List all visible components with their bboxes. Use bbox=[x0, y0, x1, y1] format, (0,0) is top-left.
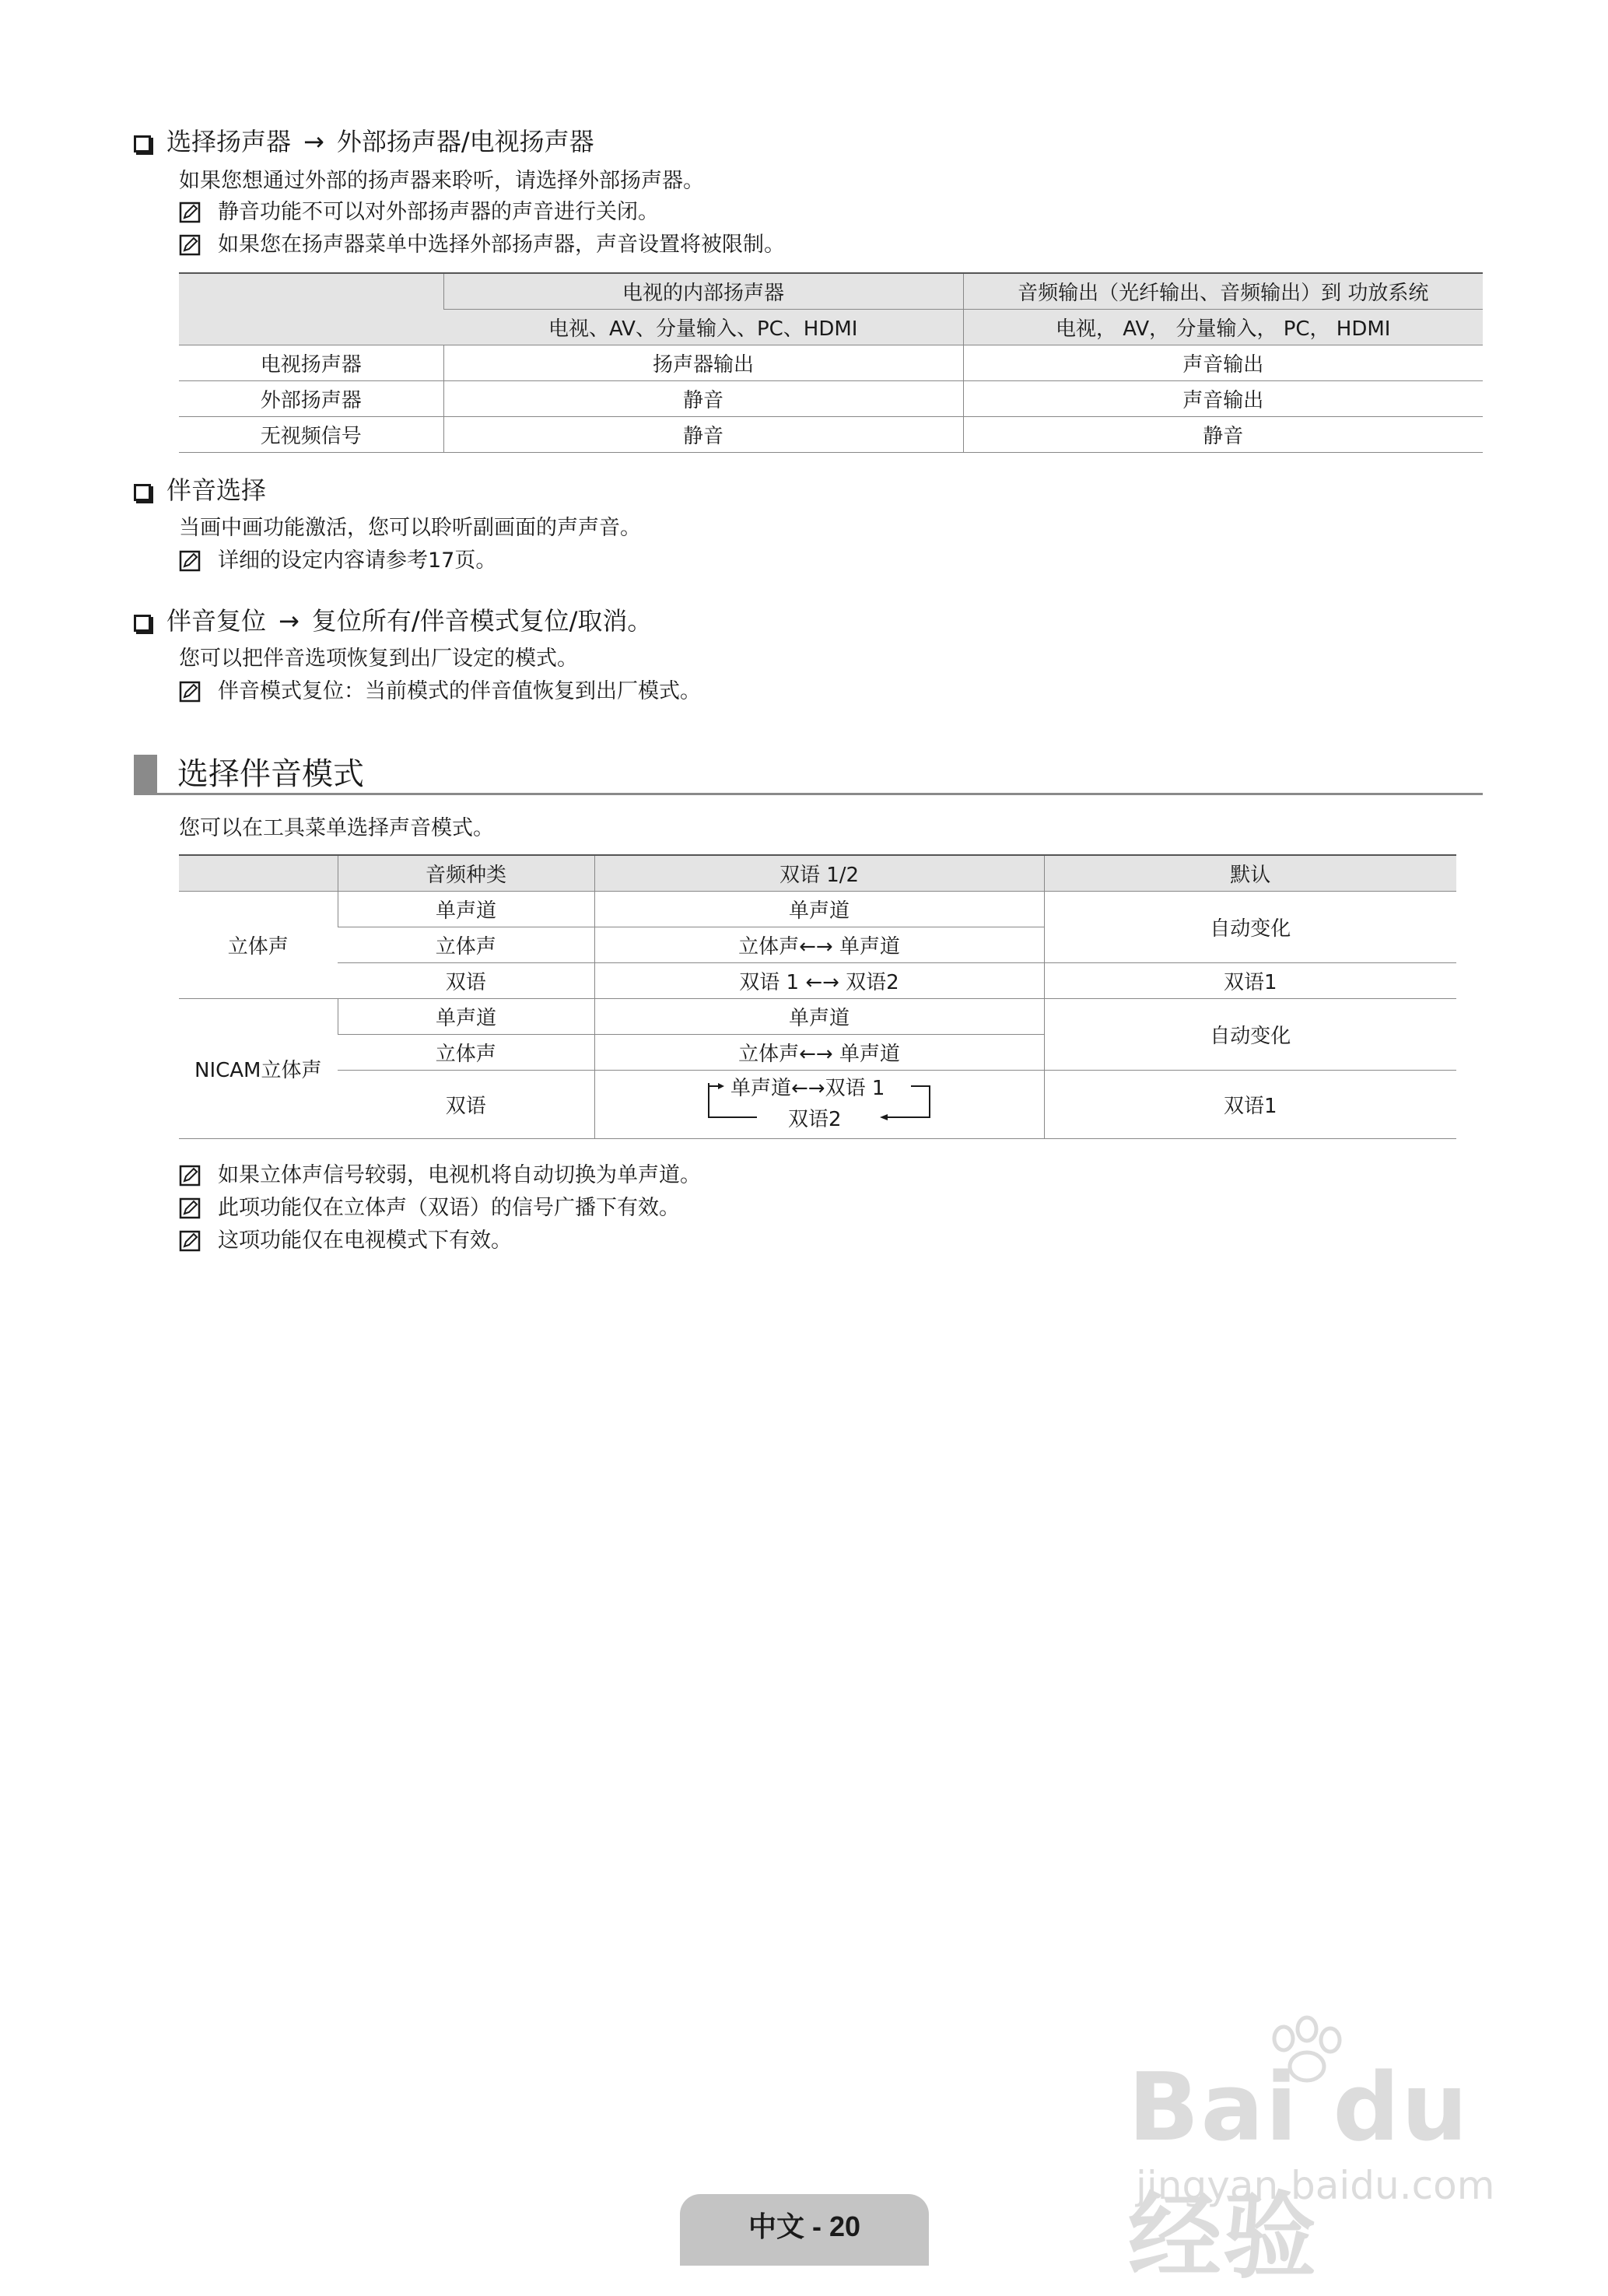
cell-value: 声音输出 bbox=[963, 380, 1483, 416]
group-label: 立体声 bbox=[179, 891, 338, 998]
cell-value: 扬声器输出 bbox=[443, 345, 963, 380]
table-header: 音频输出（光纤输出、音频输出）到 功放系统 bbox=[963, 273, 1483, 309]
row-label: 外部扬声器 bbox=[179, 380, 443, 416]
cell-value: 单声道 bbox=[338, 998, 594, 1034]
note-item: 详细的设定内容请参考17页。 bbox=[179, 548, 496, 574]
table-corner-cell bbox=[179, 273, 443, 345]
cycle-cell bbox=[594, 1070, 1044, 1138]
baidu-watermark bbox=[1128, 2015, 1533, 2291]
table-row bbox=[179, 380, 1483, 416]
row-label: 无视频信号 bbox=[179, 416, 443, 452]
cell-value: 双语 bbox=[338, 1070, 594, 1138]
cell-value: 双语 1 ←→ 双语2 bbox=[594, 962, 1044, 998]
section-select-speaker-desc: 如果您想通过外部的扬声器来聆听，请选择外部扬声器。 bbox=[179, 169, 704, 193]
cell-value: 静音 bbox=[443, 416, 963, 452]
table-row bbox=[179, 998, 1456, 1034]
cell-value: 双语 bbox=[338, 962, 594, 998]
table-header: 默认 bbox=[1044, 855, 1456, 891]
speaker-output-table bbox=[179, 272, 1483, 453]
group-label: NICAM立体声 bbox=[179, 998, 338, 1138]
note-item: 此项功能仅在立体声（双语）的信号广播下有效。 bbox=[179, 1195, 680, 1222]
checkbox-bullet-icon bbox=[134, 484, 151, 501]
note-pencil-icon bbox=[179, 550, 201, 572]
section-mode-desc: 您可以在工具菜单选择声音模式。 bbox=[179, 816, 494, 840]
table-subheader: 电视、AV、分量输入、PC、HDMI bbox=[443, 309, 963, 345]
note-item: 如果立体声信号较弱，电视机将自动切换为单声道。 bbox=[179, 1162, 701, 1189]
cell-default: 双语1 bbox=[1044, 1070, 1456, 1138]
note-item: 这项功能仅在电视模式下有效。 bbox=[179, 1228, 512, 1254]
section-audio-reset-title: 伴音复位 → 复位所有/伴音模式复位/取消。 bbox=[134, 605, 652, 636]
note-item: 静音功能不可以对外部扬声器的声音进行关闭。 bbox=[179, 199, 659, 226]
cell-default: 自动变化 bbox=[1044, 891, 1456, 962]
cell-value: 静音 bbox=[443, 380, 963, 416]
table-corner-cell bbox=[179, 855, 338, 891]
cell-value: 单声道 bbox=[338, 891, 594, 927]
section-audio-select-title: 伴音选择 bbox=[134, 475, 266, 506]
section-heading-bar bbox=[134, 755, 1483, 795]
cell-value: 静音 bbox=[963, 416, 1483, 452]
note-item: 伴音模式复位：当前模式的伴音值恢复到出厂模式。 bbox=[179, 678, 701, 705]
note-pencil-icon bbox=[179, 234, 201, 256]
table-subheader: 电视， AV， 分量输入， PC， HDMI bbox=[963, 309, 1483, 345]
table-header: 音频种类 bbox=[338, 855, 594, 891]
cell-default: 双语1 bbox=[1044, 962, 1456, 998]
bilingual-cycle-diagram bbox=[702, 1071, 936, 1133]
note-pencil-icon bbox=[179, 202, 201, 223]
cell-value: 立体声 bbox=[338, 927, 594, 962]
table-row bbox=[179, 345, 1483, 380]
page-number: 中文 - 20 bbox=[748, 2210, 861, 2242]
table-row bbox=[179, 962, 1456, 998]
cell-value: 单声道 bbox=[594, 891, 1044, 927]
note-pencil-icon bbox=[179, 1197, 201, 1219]
table-header: 电视的内部扬声器 bbox=[443, 273, 963, 309]
checkbox-bullet-icon bbox=[134, 135, 151, 152]
watermark-url: jingyan.baidu.com bbox=[1136, 2163, 1495, 2208]
cell-value: 单声道 bbox=[594, 998, 1044, 1034]
cell-value: 立体声←→ 单声道 bbox=[594, 927, 1044, 962]
section-audio-select-desc: 当画中画功能激活，您可以聆听副画面的声声音。 bbox=[179, 516, 641, 540]
page-section-heading: 选择伴音模式 bbox=[177, 756, 364, 792]
watermark-brand: Bai du 经验 bbox=[1128, 2054, 1470, 2291]
section-select-speaker-title: 选择扬声器 → 外部扬声器/电视扬声器 bbox=[134, 126, 594, 157]
cell-value: 立体声 bbox=[338, 1034, 594, 1070]
sound-mode-table bbox=[179, 854, 1456, 1139]
checkbox-bullet-icon bbox=[134, 615, 151, 632]
row-label: 电视扬声器 bbox=[179, 345, 443, 380]
table-row bbox=[179, 891, 1456, 927]
section-audio-reset-desc: 您可以把伴音选项恢复到出厂设定的模式。 bbox=[179, 647, 578, 671]
cycle-line-1: 单声道←→双语 1 bbox=[730, 1076, 885, 1100]
table-row bbox=[179, 1070, 1456, 1138]
note-pencil-icon bbox=[179, 681, 201, 703]
table-header: 双语 1/2 bbox=[594, 855, 1044, 891]
cycle-line-2: 双语2 bbox=[788, 1107, 842, 1131]
cell-value: 立体声←→ 单声道 bbox=[594, 1034, 1044, 1070]
cell-value: 声音输出 bbox=[963, 345, 1483, 380]
heading-marker bbox=[134, 755, 157, 795]
note-pencil-icon bbox=[179, 1230, 201, 1252]
heading-rule bbox=[134, 793, 1483, 795]
note-pencil-icon bbox=[179, 1165, 201, 1187]
table-row bbox=[179, 416, 1483, 452]
page-footer-tab bbox=[680, 2194, 929, 2266]
cell-default: 自动变化 bbox=[1044, 998, 1456, 1070]
note-item: 如果您在扬声器菜单中选择外部扬声器，声音设置将被限制。 bbox=[179, 232, 785, 258]
